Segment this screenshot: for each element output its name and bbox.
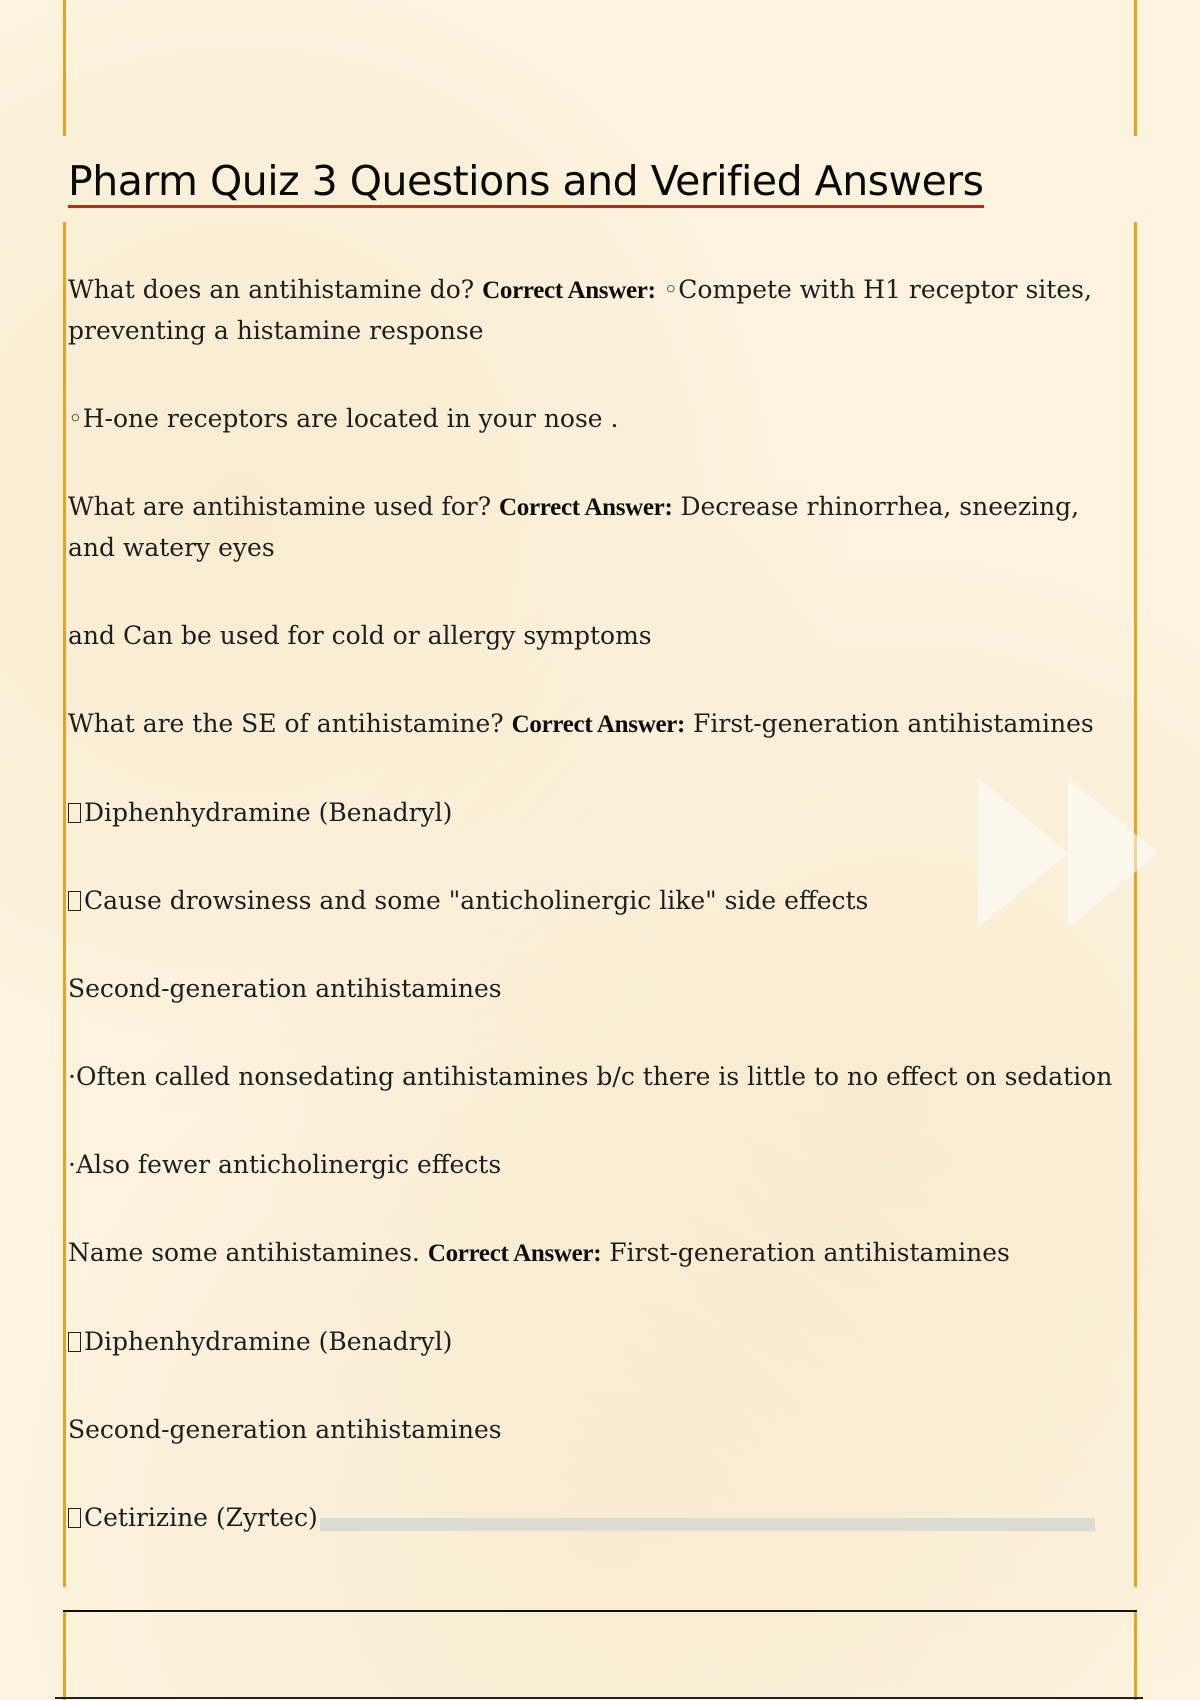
- answer-text: Decrease rhinorrhea, sneezing, and watery eyes: [68, 492, 1080, 562]
- answer-detail: [68, 1322, 1132, 1362]
- correct-answer-label: Correct Answer:: [511, 711, 686, 738]
- question-text: What does an antihistamine do?: [68, 275, 483, 304]
- answer-detail: ◦H-one receptors are located in your nose .: [68, 404, 619, 433]
- glyph-box-icon: [68, 1332, 81, 1352]
- answer-detail: [68, 793, 1132, 833]
- correct-answer-label: Correct Answer:: [482, 277, 656, 304]
- answer-text: First-generation antihistamines: [601, 1238, 1010, 1267]
- footer-divider: [63, 1610, 1137, 1612]
- answer-detail: ·Also fewer anticholinergic effects: [68, 1150, 502, 1179]
- correct-answer-label: Correct Answer:: [499, 494, 673, 521]
- correct-answer-label: Correct Answer:: [427, 1240, 602, 1267]
- answer-text: First-generation antihistamines: [685, 709, 1094, 738]
- answer-detail-text: Diphenhydramine (Benadryl): [84, 798, 453, 827]
- question-text: What are antihistamine used for?: [68, 492, 500, 521]
- document-body: [68, 270, 1132, 1586]
- glyph-box-icon: [68, 1508, 81, 1528]
- glyph-box-icon: [68, 891, 81, 911]
- question-text: Name some antihistamines.: [68, 1238, 428, 1267]
- page-title: Pharm Quiz 3 Questions and Verified Answers: [68, 160, 984, 208]
- answer-detail-text: Diphenhydramine (Benadryl): [84, 1327, 453, 1356]
- question-text: What are the SE of antihistamine?: [68, 709, 512, 738]
- question-3: [68, 704, 1132, 745]
- answer-detail: Second-generation antihistamines: [68, 974, 502, 1003]
- question-4: [68, 1233, 1132, 1274]
- question-2: [68, 487, 1132, 568]
- page-bottom-divider: [55, 1697, 1143, 1699]
- answer-detail: and Can be used for cold or allergy symptoms: [68, 621, 652, 650]
- answer-detail: ·Often called nonsedating antihistamines b/c there is little to no effect on sedation: [68, 1062, 1113, 1091]
- page-border-left-bottom: [63, 1612, 66, 1700]
- gray-highlight-bar: [320, 1518, 1095, 1531]
- page-border-right-top: [1134, 0, 1137, 136]
- page-border-left-top: [63, 0, 66, 136]
- page-border-left: [63, 222, 66, 1587]
- question-1: [68, 270, 1132, 351]
- answer-detail-text: Cause drowsiness and some "anticholinergic like" side effects: [84, 886, 869, 915]
- answer-text: ◦Compete with H1 receptor sites, preventing a histamine response: [68, 275, 1092, 345]
- answer-detail-text: Cetirizine (Zyrtec): [84, 1503, 318, 1532]
- answer-detail: [68, 881, 1132, 921]
- page-border-right-bottom: [1134, 1612, 1137, 1700]
- glyph-box-icon: [68, 803, 81, 823]
- answer-detail: Second-generation antihistamines: [68, 1415, 502, 1444]
